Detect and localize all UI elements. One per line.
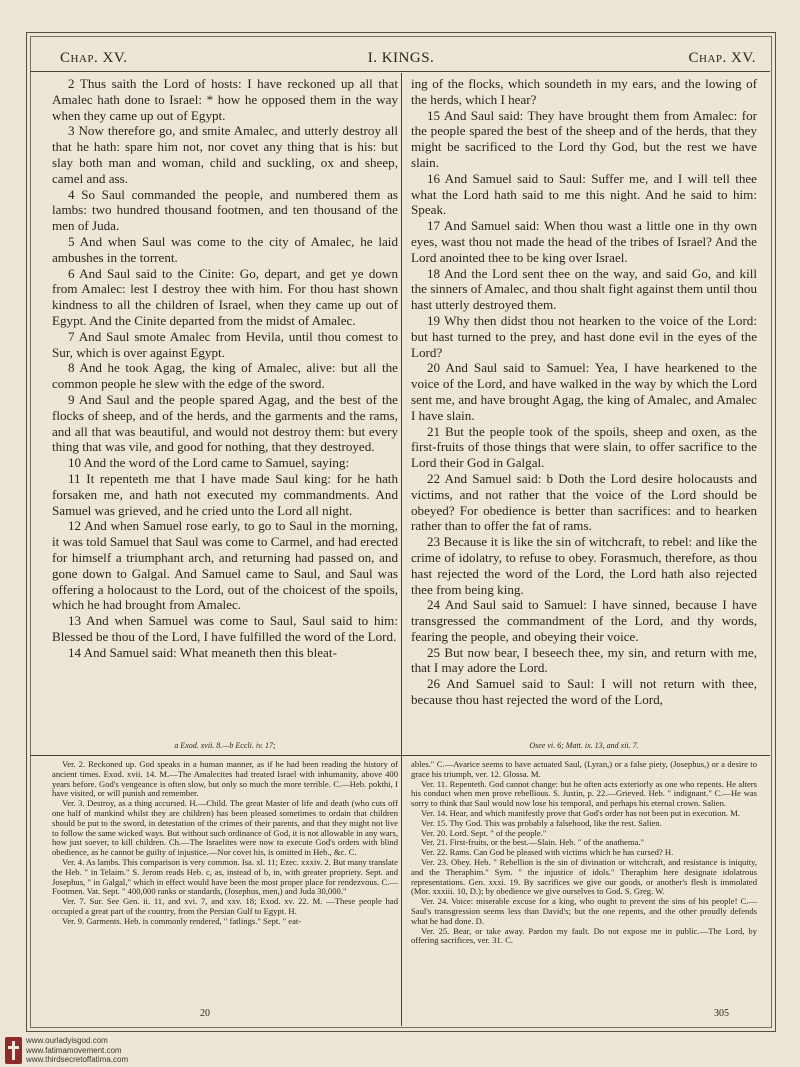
commentary-right bbox=[411, 760, 757, 946]
verse: 25 But now bear, I beseech thee, my sin, and return with me, that I may adore the Lord. bbox=[411, 644, 757, 676]
website-list bbox=[26, 1036, 128, 1065]
verse: 13 And when Samuel was come to Saul, Saul said to him: Blessed be thou of the Lord, I have fulfilled the word of the Lord. bbox=[52, 613, 398, 644]
verse: 9 And Saul and the people spared Agag, and the best of the flocks of sheep, and of the herds, and the garments and the rams, and all that was beautiful, and would not destroy them: but every thing that was vile, and good for nothing, that they destroyed. bbox=[52, 391, 398, 455]
notes-rule bbox=[30, 755, 770, 756]
running-head-left: Chap. XV. bbox=[60, 50, 128, 66]
commentary-note: Ver. 15. Thy God. This was probably a falsehood, like the rest. Salien. bbox=[421, 817, 662, 828]
website-link[interactable]: www.thirdsecretoffatima.com bbox=[26, 1055, 129, 1065]
signature-mark: 20 bbox=[200, 1008, 210, 1019]
commentary-note: Ver. 9. Garments. Heb. is commonly rendered, " fatlings." Sept. " eat- bbox=[62, 915, 302, 926]
commentary-note: Ver. 20. Lord. Sept. " of the people." bbox=[421, 827, 547, 838]
verse: 26 And Samuel said to Saul: I will not return with thee, because thou hast rejected the word of the Lord, bbox=[411, 676, 757, 708]
verse: 6 And Saul said to the Cinite: Go, depart, and get ye down from Amalec: lest I destroy thee with him. For thou hast shown kindness to all the children of Israel, when they came up out of Egypt. And the Cinite departed from the midst of Amalec. bbox=[52, 265, 398, 328]
commentary-note: Ver. 4. As lambs. This comparison is very common. Isa. xl. 11; Ezec. xxxiv. 2. But many translate the Heb. " in Telaim." S. Jerom reads Heb. c, as, instead of b, in, with greater propriety. Sept. and Josephus, " in Galgal," which in effect would have been the most proper place for rendezvous. C.—Footmen. Vat. Sept. " 400,000 ranks or standards, (Josephus, men,) and Juda 30,000." bbox=[52, 856, 398, 897]
verse: 7 And Saul smote Amalec from Hevila, until thou comest to Sur, which is over against Egypt. bbox=[52, 328, 398, 360]
verse: 20 And Saul said to Samuel: Yea, I have hearkened to the voice of the Lord, and have walked in the way by which the Lord sent me, and have brought Agag, the king of Amalec, and Amalec I have slain. bbox=[411, 360, 757, 423]
verse: 3 Now therefore go, and smite Amalec, and utterly destroy all that he hath: spare him not, nor covet any thing that is his: but slay both man and woman, child and suckling, ox and sheep, camel and ass. bbox=[52, 123, 398, 186]
verse: 5 And when Saul was come to the city of Amalec, he laid ambushes in the torrent. bbox=[52, 233, 398, 265]
verse: ing of the flocks, which soundeth in my ears, and the lowing of the herds, which I hear? bbox=[411, 76, 757, 107]
commentary-note: Ver. 7. Sur. See Gen. ii. 11, and xvi. 7, and xxv. 18; Exod. xv. 22. M. —These people had occupied a great part of the country, from the Persian Gulf to Egypt. H. bbox=[52, 896, 398, 916]
page-number: 305 bbox=[714, 1008, 729, 1019]
verse: 23 Because it is like the sin of witchcraft, to rebel: and like the crime of idolatry, to refuse to obey. Forasmuch, therefore, as thou hast rejected the word of the Lord, the Lord hath also rejected thee from being king. bbox=[411, 534, 757, 597]
left-text-column bbox=[52, 76, 398, 660]
cross-references-right: Osee vi. 6; Matt. ix. 13, and xii. 7. bbox=[529, 741, 639, 750]
verse: 11 It repenteth me that I have made Saul king: for he hath forsaken me, and hath not executed my commandments. And Samuel was grieved, and he cried unto the Lord all night. bbox=[52, 470, 398, 518]
verse: 8 And he took Agag, the king of Amalec, alive: but all the common people he slew with the edge of the sword. bbox=[52, 360, 398, 392]
verse: 14 And Samuel said: What meaneth then this bleat- bbox=[68, 644, 337, 660]
website-link[interactable]: www.fatimamovement.com bbox=[26, 1045, 122, 1055]
cross-references-left: a Exod. xvii. 8.—b Eccli. iv. 17; bbox=[174, 741, 276, 750]
running-head-right: Chap. XV. bbox=[688, 50, 756, 66]
verse: 17 And Samuel said: When thou wast a little one in thy own eyes, wast thou not made the head of the tribes of Israel? And the Lord anointed thee to be king over Israel. bbox=[411, 218, 757, 265]
header-rule bbox=[30, 71, 770, 72]
verse: 10 And the word of the Lord came to Samuel, saying: bbox=[68, 455, 350, 471]
running-head-title: I. KINGS. bbox=[367, 50, 435, 66]
verse: 4 So Saul commanded the people, and numbered them as lambs: two hundred thousand footmen, and ten thousand of the men of Juda. bbox=[52, 186, 398, 234]
running-head bbox=[40, 46, 762, 70]
verse: 16 And Samuel said to Saul: Suffer me, and I will tell thee what the Lord hath said to me this night. And he said to him: Speak. bbox=[411, 170, 757, 218]
commentary-note: Ver. 22. Rams. Can God be pleased with victims which he has cursed? H. bbox=[421, 847, 674, 858]
commentary-note: Ver. 14. Hear, and which manifestly prove that God's order has not been put in execution. M. bbox=[421, 807, 740, 818]
site-logo-icon bbox=[5, 1037, 22, 1064]
right-text-column bbox=[411, 76, 757, 708]
website-link[interactable]: www.ourladyisgod.com bbox=[26, 1036, 108, 1045]
column-divider bbox=[401, 73, 402, 1026]
commentary-note: Ver. 25. Bear, or take away. Pardon my fault. Do not expose me in public.—The Lord, by offering sacrifices, ver. 31. C. bbox=[411, 925, 757, 946]
commentary-note: Ver. 21. First-fruits, or the best.—Slain. Heb. " of the anathema." bbox=[421, 837, 645, 848]
verse: 2 Thus saith the Lord of hosts: I have reckoned up all that Amalec hath done to Israel: * how he opposed them in the way when they came up out of Egypt. bbox=[52, 76, 398, 123]
verse: 24 And Saul said to Samuel: I have sinned, because I have transgressed the commandment of the Lord, and thy words, fearing the people, and obeying their voice. bbox=[411, 597, 757, 644]
commentary-note: Ver. 3. Destroy, as a thing accursed. H.—Child. The great Master of life and death (who cuts off one half of mankind whilst they are children) has been pleased sometimes to ordain that children should be put to the sword, in detestation of the crimes of their parents, and that they might not live to follow the same wicked ways. But without such ordinance of God, it is not allowable in any wars, how just soever, to kill children. Ch.—The Israelites were now to execute God's orders with blind obedience, as he cannot be guilty of injustice.—Nor covet his, is omitted in Heb., &c. C. bbox=[52, 798, 398, 858]
verse: 22 And Samuel said: b Doth the Lord desire holocausts and victims, and not rather that the voice of the Lord should be obeyed? For obedience is better than sacrifices: and to hearken rather than to offer the fat of rams. bbox=[411, 470, 757, 534]
verse: 18 And the Lord sent thee on the way, and said Go, and kill the sinners of Amalec, and thou shalt fight against them until thou hast utterly destroyed them. bbox=[411, 265, 757, 313]
verse: 19 Why then didst thou not hearken to the voice of the Lord: but hast turned to the prey, and hast done evil in the eyes of the Lord? bbox=[411, 312, 757, 360]
commentary-note: ables." C.—Avarice seems to have actuated Saul, (Lyran,) or a false piety, (Josephus,) or a desire to grace his triumph, ver. 12. Glossa. M. bbox=[411, 759, 757, 779]
verse: 21 But the people took of the spoils, sheep and oxen, as the first-fruits of those things that were slain, to offer sacrifice to the Lord their God in Galgal. bbox=[411, 423, 757, 471]
verse: 12 And when Samuel rose early, to go to Saul in the morning, it was told Samuel that Saul was come to Carmel, and had erected for himself a triumphant arch, and returning had passed on, and gone down to Galgal. And Samuel came to Saul, and Saul was offering a holocaust to the Lord, out of the choicest of the spoils, which he had brought from Amalec. bbox=[52, 518, 398, 613]
commentary-note: Ver. 11. Repenteth. God cannot change: but he often acts exteriorly as one who repents. He alters his conduct when men prove rebellious. S. Justin, p. 22.—Grieved. Heb. " indignant." C.—He was sorry to think that Saul would now lose his temporal, and perhaps his eternal crown. Salien. bbox=[411, 778, 757, 809]
commentary-note: Ver. 23. Obey. Heb. " Rebellion is the sin of divination or witchcraft, and resistance is iniquity, and the Theraphim." Sym. " the injustice of idols." Theraphim here designate idolatrous representations. Gen. xxxi. 19. By sacrifices we give our goods, or another's flesh is immolated (Mor. xxxiii. 10, D.); by obedience we give ourselves to God. S. Greg. W. bbox=[411, 856, 757, 897]
commentary-note: Ver. 24. Voice: miserable excuse for a king, who ought to prevent the sins of his people! C.—Saul's transgression seems less than David's; but the one repents, and the other proudly defends what he had done. D. bbox=[411, 896, 757, 926]
commentary-left bbox=[52, 760, 398, 927]
commentary-note: Ver. 2. Reckoned up. God speaks in a human manner, as if he had been reading the history of ancient times. Exod. xvii. 14. M.—The Amalecites had treated Israel with inhumanity, above 400 years before. God's vengeance is often slow, but only so much the more terrible. C.—Heb. pokthi, I have visited, or will punish and remember. bbox=[52, 759, 398, 799]
verse: 15 And Saul said: They have brought them from Amalec: for the people spared the best of the sheep and of the herds, that they might be sacrificed to the Lord thy God, but the rest we have slain. bbox=[411, 107, 757, 170]
